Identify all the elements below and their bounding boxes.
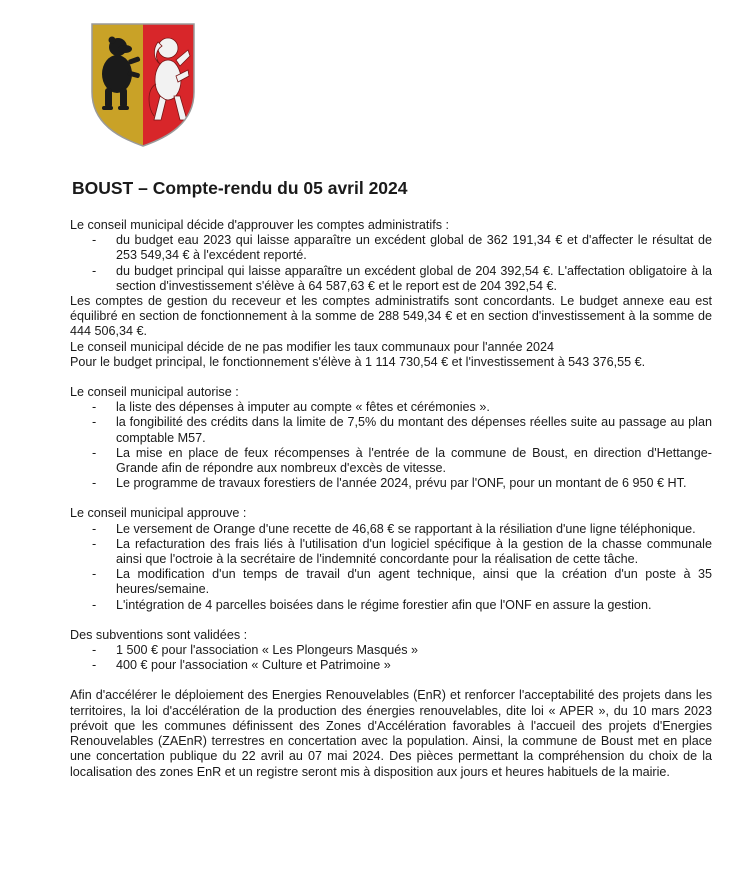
- paragraph: Les comptes de gestion du receveur et les comptes administratifs sont concordants. Le budget annexe eau est équilibré en section de fonctionnement à la somme de 288 549,34 € et en section d'investissement à la somme de 444 506,34 €.: [70, 294, 712, 339]
- section-subventions: [70, 628, 712, 674]
- bullet-list: [70, 233, 712, 294]
- list-item: - La modification d'un temps de travail d'un agent technique, ainsi que la création d'un poste à 35 heures/semaine.: [70, 567, 712, 597]
- list-item: - La refacturation des frais liés à l'utilisation d'un logiciel spécifique à la gestion de la chasse communale ainsi que l'octroie à la secrétaire de l'indemnité concordante pour la réalisation de cette tâche.: [70, 537, 712, 567]
- list-item: - L'intégration de 4 parcelles boisées dans le régime forestier afin que l'ONF en assure la gestion.: [70, 598, 712, 613]
- list-item: - 400 € pour l'association « Culture et Patrimoine »: [70, 658, 712, 673]
- list-item: - du budget principal qui laisse apparaître un excédent global de 204 392,54 €. L'affectation obligatoire à la section d'investissement s'élève à 64 587,63 € et le report est de 204 392,54 €.: [70, 264, 712, 294]
- section-comptes-administratifs: [70, 218, 712, 370]
- list-item: - du budget eau 2023 qui laisse apparaître un excédent global de 362 191,34 € et d'affecter le résultat de 253 549,34 € à l'excédent reporté.: [70, 233, 712, 263]
- list-item: - la fongibilité des crédits dans la limite de 7,5% du montant des dépenses réelles suite au passage au plan comptable M57.: [70, 415, 712, 445]
- section-intro: Des subventions sont validées :: [70, 627, 248, 642]
- list-item: - Le programme de travaux forestiers de l'année 2024, prévu par l'ONF, pour un montant de 6 950 € HT.: [70, 476, 712, 491]
- paragraph: Pour le budget principal, le fonctionnement s'élève à 1 114 730,54 € et l'investissement à 543 376,55 €.: [70, 354, 646, 369]
- section-energies-renouvelables: [70, 688, 712, 779]
- section-intro: Le conseil municipal autorise :: [70, 385, 239, 400]
- section-autorise: [70, 385, 712, 491]
- document-body: [70, 218, 712, 780]
- bullet-list: [70, 400, 712, 491]
- list-item: - 1 500 € pour l'association « Les Plongeurs Masqués »: [70, 643, 712, 658]
- list-item: - la liste des dépenses à imputer au compte « fêtes et cérémonies ».: [70, 400, 712, 415]
- section-intro: Le conseil municipal décide d'approuver les comptes administratifs :: [70, 218, 450, 232]
- section-intro: Le conseil municipal approuve :: [70, 506, 247, 521]
- paragraph: Afin d'accélérer le déploiement des Energies Renouvelables (EnR) et renforcer l'acceptabilité des projets dans les territoires, la loi d'accélération de la production des énergies renouvelables, dite loi « APER », du 10 mars 2023 prévoit que les communes définissent des Zones d'Accélération favorables à l'accueil des projets d'Energies Renouvelables (ZAEnR) terrestres en concertation avec la population. Ainsi, la commune de Boust met en place une concertation publique du 22 avril au 07 mai 2024. Des pièces permettant la compréhension du choix de la localisation des zones EnR et un registre seront mis à disposition aux jours et heures habituels de la mairie.: [70, 688, 712, 779]
- bullet-list: [70, 643, 712, 673]
- coat-of-arms-logo: [88, 20, 198, 148]
- list-item: - La mise en place de feux récompenses à l'entrée de la commune de Boust, en direction d'Hettange-Grande afin de répondre aux nombreux d'excès de vitesse.: [70, 446, 712, 476]
- section-approuve: [70, 506, 712, 612]
- page-title: BOUST – Compte-rendu du 05 avril 2024: [72, 178, 408, 198]
- paragraph: Le conseil municipal décide de ne pas modifier les taux communaux pour l'année 2024: [70, 339, 555, 354]
- bullet-list: [70, 522, 712, 613]
- list-item: - Le versement de Orange d'une recette de 46,68 € se rapportant à la résiliation d'une ligne téléphonique.: [70, 522, 712, 537]
